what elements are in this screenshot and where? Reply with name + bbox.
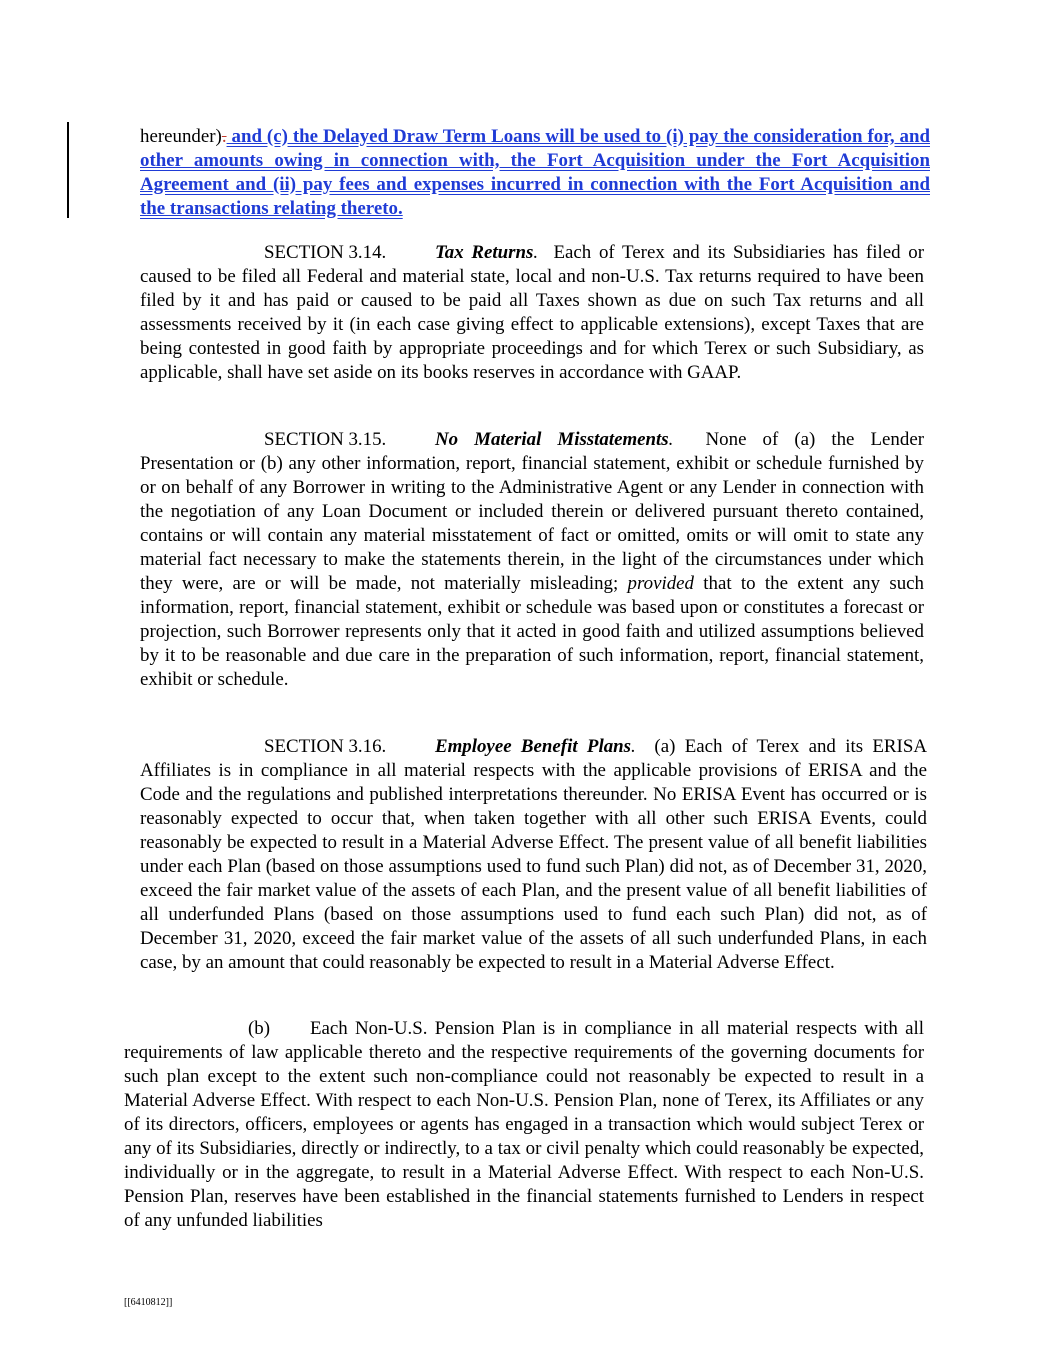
provided-term: provided [627, 573, 694, 594]
section-3-15-paragraph: SECTION 3.15. No Material Misstatements. None of (a) the Lender Presentation or (b) any other information, report, financial statement, exhibit or schedule furnished by or on behalf of any Borrower in writing to the Administrative Agent or any Lender in connection with the negotiation of any Loan Document or included therein or delivered pursuant thereto contained, contains or will contain any material misstatement of fact or omitted, omits or will omit to state any material fact necessary to make the statements therein, in the light of the circumstances under which they were, are or will be made, not materially misleading; provided that to the extent any such information, report, financial statement, exhibit or schedule was based upon or constitutes a forecast or projection, such Borrower represents only that it acted in good faith and utilized assumptions believed by it to be reasonable and due care in the preparation of such information, report, financial statement, exhibit or schedule. [140, 429, 924, 690]
section-heading: Employee Benefit Plans [435, 736, 632, 757]
subsection-label: (b) [248, 1018, 271, 1039]
section-body: None of (a) the Lender Presentation or (b) any other information, report, financial statement, exhibit or schedule furnished by or on behalf of any Borrower in writing to the Administrative Agent or any Lender in connection with the negotiation of any Loan Document or included therein or delivered pursuant thereto contained, contains or will contain any material misstatement of fact or omitted, omits or will omit to state any material fact necessary to make the statements therein, in the light of the circumstances under which they were, are or will be made, not materially misleading; [140, 429, 924, 594]
revision-change-bar [67, 122, 69, 218]
subsection-body: Each Non-U.S. Pension Plan is in compliance in all material respects with all requirements of law applicable thereto and the respective requirements of the governing documents for such plan except to the extent such non-compliance could not reasonably be expected to result in a Material Adverse Effect. With respect to each Non-U.S. Pension Plan, none of Terex, its Affiliates or any of its directors, officers, employees or agents has engaged in a transaction which would subject Terex or any of its Subsidiaries, directly or indirectly, to a tax or civil penalty which could reasonably be expected, individually or in the aggregate, to result in a Material Adverse Effect. With respect to each Non-U.S. Pension Plan, reserves have been established in the financial statements furnished to Lenders in respect of any unfunded liabilities [124, 1018, 924, 1231]
section-body-continued: that to the extent any such information, report, financial statement, exhibit or schedule was based upon or constitutes a forecast or projection, such Borrower represents only that it acted in good faith and utilized assumptions believed by it to be reasonable and due care in the preparation of such information, report, financial statement, exhibit or schedule. [140, 573, 924, 690]
section-number: SECTION 3.16. [264, 736, 387, 757]
deleted-text: . [221, 126, 227, 147]
section-heading: Tax Returns [435, 242, 534, 263]
section-3-14-paragraph: SECTION 3.14. Tax Returns. Each of Terex and its Subsidiaries has filed or caused to be filed all Federal and material state, local and non-U.S. Tax returns required to have been filed by it and has paid or caused to be paid all Taxes shown as due on such Tax returns and all assessments received by it (in each case giving effect to applicable extensions), except Taxes that are being contested in good faith by appropriate proceedings and for which Terex or such Subsidiary, as applicable, shall have set aside on its books reserves in accordance with GAAP. [140, 242, 924, 383]
intro-paragraph [140, 125, 930, 221]
section-body: (a) Each of Terex and its ERISA Affiliates is in compliance in all material respects with the applicable provisions of ERISA and the Code and the regulations and published interpretations thereunder. No ERISA Event has occurred or is reasonably expected to occur that, when taken together with all other such ERISA Events, could reasonably be expected to result in a Material Adverse Effect. The present value of all benefit liabilities under each Plan (based on those assumptions used to fund such Plan) did not, as of December 31, 2020, exceed the fair market value of the assets of each Plan, and the present value of all benefit liabilities of all underfunded Plans (based on those assumptions used to fund each such Plan) did not, as of December 31, 2020, exceed the fair market value of the assets of all such underfunded Plans, in each case, by an amount that could reasonably be expected to result in a Material Adverse Effect. [140, 736, 927, 973]
section-body: Each of Terex and its Subsidiaries has filed or caused to be filed all Federal and material state, local and non-U.S. Tax returns required to have been filed by it and has paid or caused to be paid all Taxes shown as due on such Tax returns and all assessments received by it (in each case giving effect to applicable extensions), except Taxes that are being contested in good faith by appropriate proceedings and for which Terex or such Subsidiary, as applicable, shall have set aside on its books reserves in accordance with GAAP. [140, 242, 924, 383]
inserted-text: and (c) the Delayed Draw Term Loans will be used to (i) pay the consideration for, and other amounts owing in connection with, the Fort Acquisition under the Fort Acquisition Agreement and (ii) pay fees and expenses incurred in connection with the Fort Acquisition and the transactions relating thereto. [140, 126, 930, 219]
section-3-16-b-paragraph [124, 1017, 924, 1233]
section-3-16-paragraph: SECTION 3.16. Employee Benefit Plans. (a) Each of Terex and its ERISA Affiliates is in compliance in all material respects with the applicable provisions of ERISA and the Code and the regulations and published interpretations thereunder. No ERISA Event has occurred or is reasonably expected to occur that, when taken together with all other such ERISA Events, could reasonably be expected to result in a Material Adverse Effect. The present value of all benefit liabilities under each Plan (based on those assumptions used to fund such Plan) did not, as of December 31, 2020, exceed the fair market value of the assets of each Plan, and the present value of all benefit liabilities of all underfunded Plans (based on those assumptions used to fund each such Plan) did not, as of December 31, 2020, exceed the fair market value of the assets of all such underfunded Plans, in each case, by an amount that could reasonably be expected to result in a Material Adverse Effect. [140, 736, 927, 973]
section-number: SECTION 3.15. [264, 429, 387, 450]
section-number: SECTION 3.14. [264, 242, 387, 263]
document-id-footer: [[6410812]] [124, 1297, 173, 1308]
section-heading: No Material Misstatements [435, 429, 669, 450]
intro-prefix: hereunder) [140, 126, 222, 147]
